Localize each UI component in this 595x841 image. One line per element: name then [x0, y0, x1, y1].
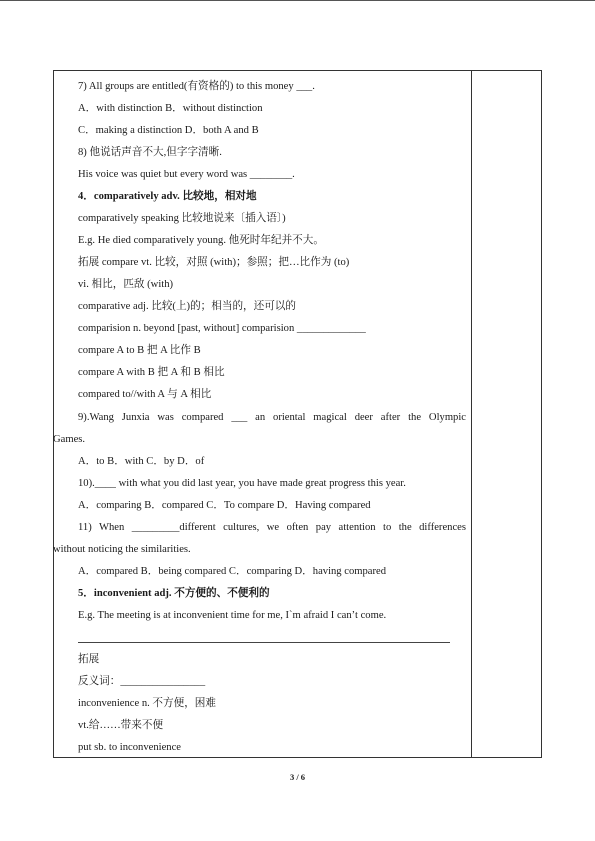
question-9-options: A．to B．with C．by D．of [78, 456, 205, 467]
extension-compare: 拓展 compare vt. 比较，对照 (with)；参照；把…比作为 (to) [78, 257, 350, 268]
question-10: 10).____ with what you did last year, you have made great progress this year. [78, 478, 406, 489]
table-bottom-border [53, 757, 542, 758]
comparision-noun: comparision n. beyond [past, without] comparision _____________ [78, 323, 366, 334]
answer-blank-rule [78, 642, 450, 643]
question-8: 8) 他说话声音不大,但字字清晰. [78, 147, 222, 158]
question-8-english: His voice was quiet but every word was ________. [78, 169, 295, 180]
comparatively-speaking: comparatively speaking 比较地说来〔插入语〕) [78, 213, 286, 224]
antonym-blank: 反义词：________________ [78, 676, 206, 687]
question-11-line-1: 11) When _________different cultures, we often pay attention to the differences [78, 522, 466, 533]
extension-label: 拓展 [78, 654, 100, 665]
question-11-options: A．compared B．being compared C．comparing D．having compared [78, 566, 387, 577]
example-inconvenient: E.g. The meeting is at inconvenient time for me, I`m afraid I can’t come. [78, 610, 387, 621]
notes-table [53, 70, 542, 758]
heading-comparatively: 4．comparatively adv. 比较地，相对地 [78, 191, 257, 202]
example-comparatively: E.g. He died comparatively young. 他死时年纪并不大。 [78, 235, 324, 246]
inconvenience-vt: vt.给……带来不便 [78, 720, 164, 731]
compare-vi: vi. 相比，匹敌 (with) [78, 279, 174, 290]
put-sb-to-inconvenience: put sb. to inconvenience [78, 742, 181, 753]
question-10-options: A．comparing B．compared C．To compare D．Having compared [78, 500, 371, 511]
question-7-options-ab: A．with distinction B．without distinction [78, 103, 263, 114]
table-right-border [541, 70, 542, 758]
question-9-line-2: Games. [53, 434, 86, 445]
question-9-line-1: 9).Wang Junxia was compared ___ an oriental magical deer after the Olympic [78, 412, 466, 423]
table-top-border [53, 70, 542, 71]
compare-a-with-b: compare A with B 把 A 和 B 相比 [78, 367, 225, 378]
compare-a-to-b: compare A to B 把 A 比作 B [78, 345, 201, 356]
table-left-border [53, 70, 54, 758]
comparative-adj: comparative adj. 比较(上)的；相当的，还可以的 [78, 301, 297, 312]
heading-inconvenient: 5．inconvenient adj. 不方便的、不便利的 [78, 588, 270, 599]
compared-to-with-a: compared to//with A 与 A 相比 [78, 389, 212, 400]
question-11-line-2: without noticing the similarities. [53, 544, 191, 555]
question-7-options-cd: C．making a distinction D．both A and B [78, 125, 259, 136]
table-column-divider [471, 70, 472, 758]
page-top-rule [0, 0, 595, 1]
inconvenience-noun: inconvenience n. 不方便，困难 [78, 698, 216, 709]
question-7: 7) All groups are entitled(有资格的) to this money ___. [78, 81, 315, 92]
page-number: 3 / 6 [289, 772, 306, 782]
